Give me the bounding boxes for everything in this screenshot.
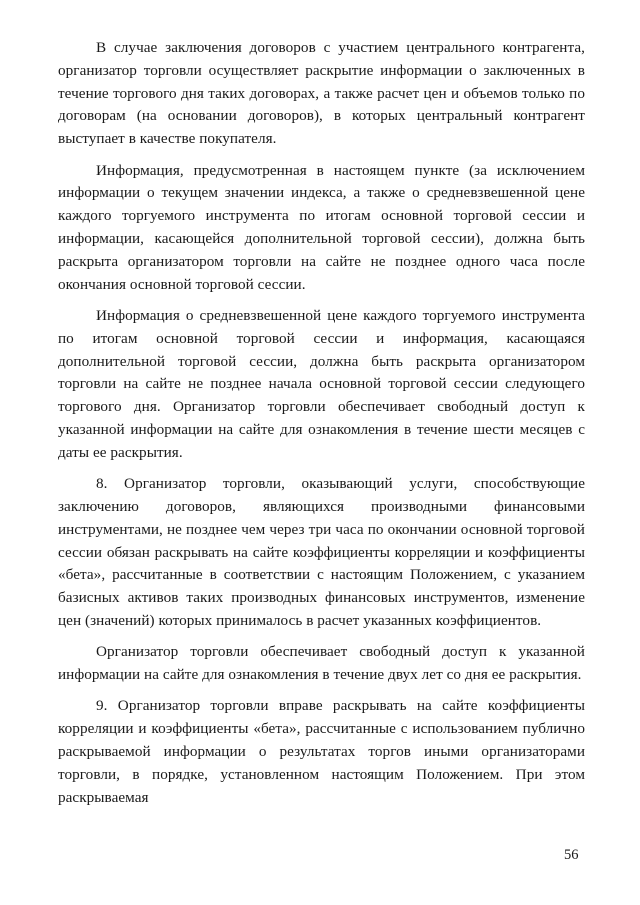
page-number: 56 (564, 847, 579, 863)
paragraph-central-counterparty: В случае заключения договоров с участием центрального контрагента, организатор торговли осуществляет раскрытие информации о заключенных в течение торгового дня таких договорах, а также расчет цен и объемов только по договорам (на основании договоров), в которых центральный контрагент выступает в качестве покупателя. (58, 39, 585, 148)
paragraph-free-access: Организатор торговли обеспечивает свободный доступ к указанной информации на сайте для ознакомления в течение двух лет со дня ее раскрытия. (58, 643, 585, 684)
document-page (58, 37, 585, 809)
paragraph-item-8: 8. Организатор торговли, оказывающий услуги, способствующие заключению договоров, являющихся производными финансовыми инструментами, не позднее чем через три часа по окончании основной торговой сессии обязан раскрывать на сайте коэффициенты корреляции и коэффициенты «бета», рассчитанные в соответствии с настоящим Положением, с указанием базисных активов таких производных финансовых инструментов, изменение цен (значений) которых принималось в расчет указанных коэффициентов. (58, 475, 585, 629)
paragraph-disclosure-deadline: Информация, предусмотренная в настоящем пункте (за исключением информации о текущем значении индекса, а также о средневзвешенной цене каждого торгуемого инструмента по итогам основной торговой сессии и информации, касающейся дополнительной торговой сессии), должна быть раскрыта организатором торговли на сайте не позднее одного часа после окончания основной торговой сессии. (58, 161, 585, 293)
paragraph-weighted-average-price: Информация о средневзвешенной цене каждого торгуемого инструмента по итогам основной торговой сессии и информация, касающаяся дополнительной торговой сессии, должна быть раскрыта организатором торговли на сайте не позднее начала основной торговой сессии следующего торгового дня. Организатор торговли обеспечивает свободный доступ к указанной информации на сайте для ознакомления в течение шести месяцев с даты ее раскрытия. (58, 306, 585, 461)
paragraph-item-9: 9. Организатор торговли вправе раскрывать на сайте коэффициенты корреляции и коэффициенты «бета», рассчитанные с использованием публично раскрываемой информации о результатах торгов иными организаторами торговли, в порядке, установленном настоящим Положением. При этом раскрываемая (58, 697, 585, 806)
